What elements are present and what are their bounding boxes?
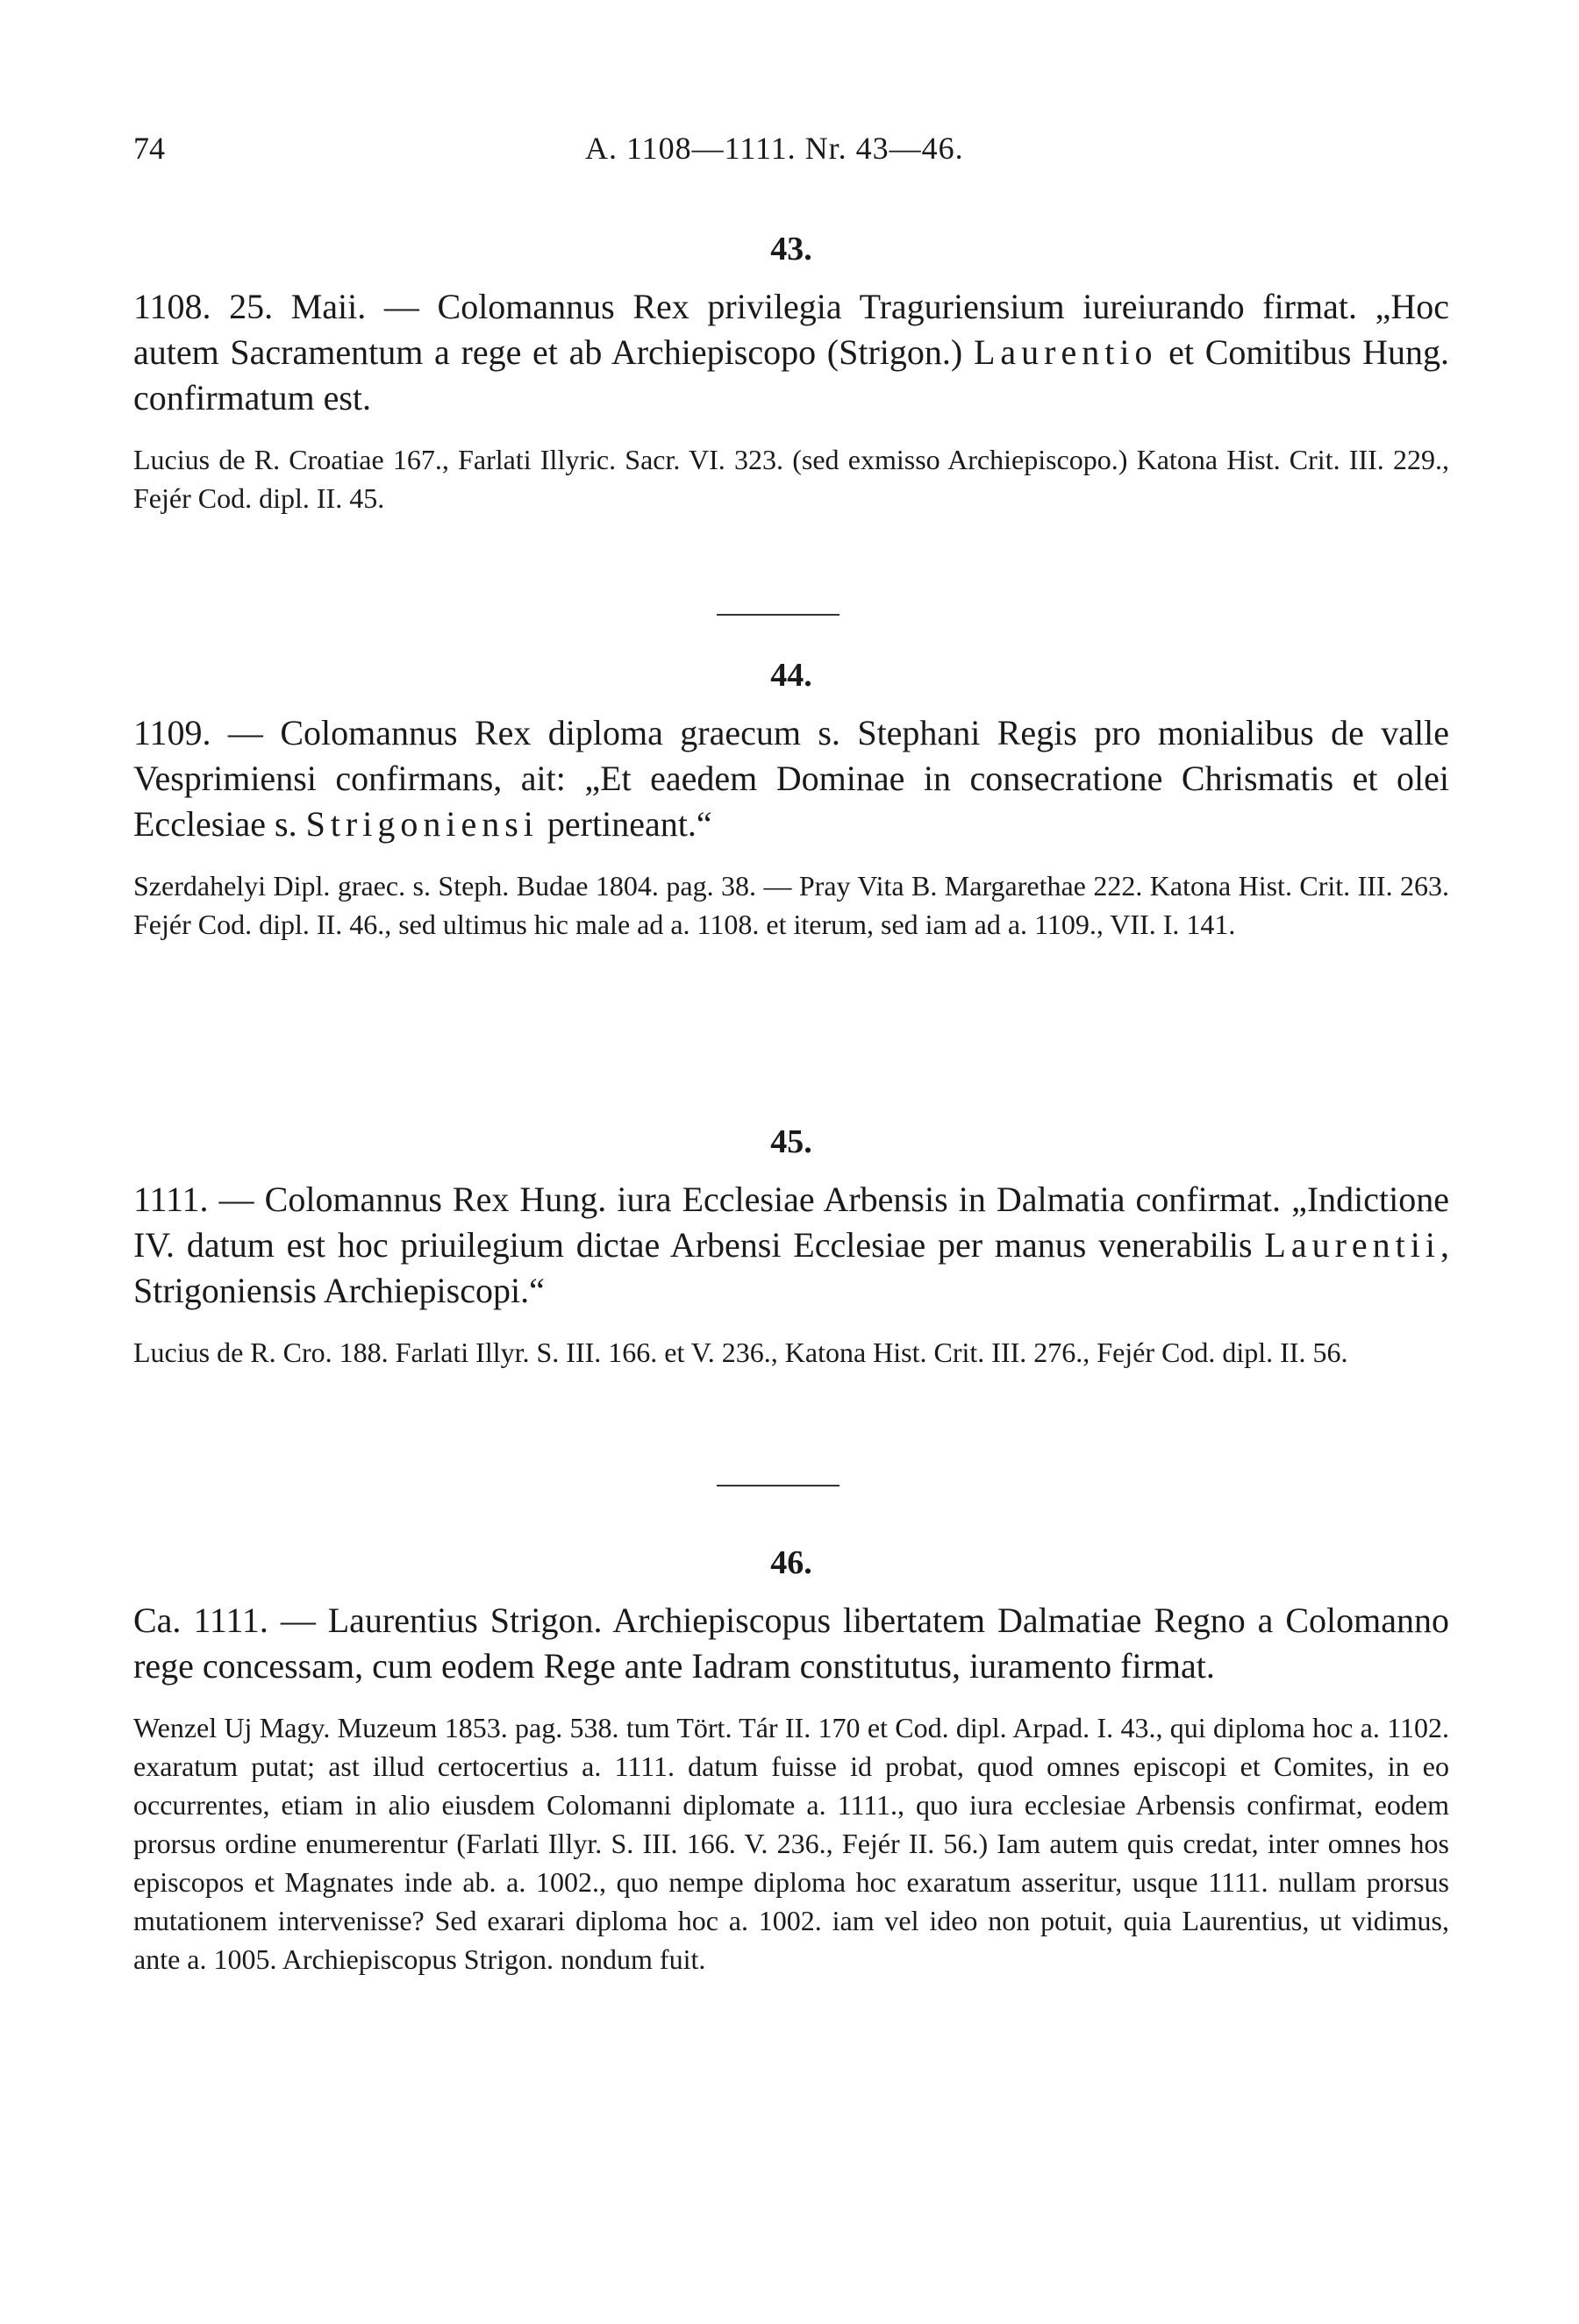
entry-references: Lucius de R. Cro. 188. Farlati Illyr. S. III. 166. et V. 236., Katona Hist. Crit. III. 276., Fejér Cod. dipl. II. 56. [133, 1337, 1348, 1368]
entry-references: Lucius de R. Croatiae 167., Farlati Illyric. Sacr. VI. 323. (sed exmisso Archiepiscopo.) Katona Hist. Crit. III. 229., Fejér Cod. dipl. II. 45. [133, 444, 1449, 514]
entry-46 [133, 1543, 1449, 1978]
entry-body-spaced-name: Laurentio [973, 332, 1158, 372]
entry-number: 43. [770, 231, 812, 267]
page-number: 74 [133, 131, 165, 166]
section-divider [717, 614, 840, 616]
entry-body-text-end: , Strigoniensis Archiepiscopi.“ [133, 1225, 1449, 1310]
entry-body [133, 284, 1449, 421]
entry-body-text: 1108. 25. Maii. — Colomannus Rex privilegia Traguriensium iureiurando firmat. „Hoc autem Sacramentum a rege et ab Archiepiscopo (Strigon.) [133, 287, 1449, 372]
document-page [133, 0, 1449, 2324]
entry-body [133, 710, 1449, 847]
entry-45 [133, 1123, 1449, 1372]
entry-body-text: 1111. — Colomannus Rex Hung. iura Ecclesiae Arbensis in Dalmatia confirmat. „Indictione IV. datum est hoc priuilegium dictae Arbensi Ecclesiae per manus venerabilis [133, 1180, 1449, 1265]
entry-body [133, 1177, 1449, 1314]
entry-references: Szerdahelyi Dipl. graec. s. Steph. Budae 1804. pag. 38. — Pray Vita B. Margarethae 222. Katona Hist. Crit. III. 263. Fejér Cod. dipl. II. 46., sed ultimus hic male ad a. 1108. et iterum, sed iam ad a. 1109., VII. I. 141. [133, 870, 1449, 940]
running-head: A. 1108—1111. Nr. 43—46. [585, 131, 964, 166]
entry-body-text-end: et Comitibus Hung. confirmatum est. [133, 332, 1450, 417]
entry-44 [133, 656, 1449, 944]
entry-body [133, 1598, 1449, 1689]
entry-references: Wenzel Uj Magy. Muzeum 1853. pag. 538. tum Tört. Tár II. 170 et Cod. dipl. Arpad. I. 43., qui diploma hoc a. 1102. exaratum putat; ast illud certocertius a. 1111. datum fuisse id probat, quod omnes episcopi et Comites, in eo occurrentes, etiam in alio eiusdem Colomanni diplomate a. 1111., quo iura ecclesiae Arbensis confirmat, eodem prorsus ordine enumerentur (Farlati Illyr. S. III. 166. V. 236., Fejér II. 56.) Iam autem quis credat, inter omnes hos episcopos et Magnates inde ab. a. 1002., quo nempe diploma hoc exaratum asseritur, usque 1111. nullam prorsus mutationem intervenisse? Sed exarari diploma hoc a. 1002. iam vel ideo non potuit, quia Laurentius, ut vidimus, ante a. 1005. Archiepiscopus Strigon. nondum fuit. [133, 1712, 1449, 1975]
entry-43 [133, 230, 1449, 517]
entry-body-spaced-name: Laurentii [1264, 1225, 1440, 1265]
section-divider [717, 1485, 840, 1486]
entry-number: 46. [770, 1544, 812, 1581]
entry-body-text: 1109. — Colomannus Rex diploma graecum s. Stephani Regis pro monialibus de valle Vesprimiensi confirmans, ait: „Et eaedem Dominae in consecratione Chrismatis et olei Ecclesiae s. [133, 713, 1449, 844]
entry-number: 45. [770, 1123, 812, 1160]
entry-body-spaced-name: Strigoniensi [305, 804, 539, 844]
entry-number: 44. [770, 657, 812, 694]
entry-body-text: Ca. 1111. — Laurentius Strigon. Archiepiscopus libertatem Dalmatiae Regno a Colomanno rege concessam, cum eodem Rege ante Iadram constitutus, iuramento firmat. [133, 1600, 1449, 1686]
entry-body-text-end: pertineant.“ [538, 804, 712, 844]
